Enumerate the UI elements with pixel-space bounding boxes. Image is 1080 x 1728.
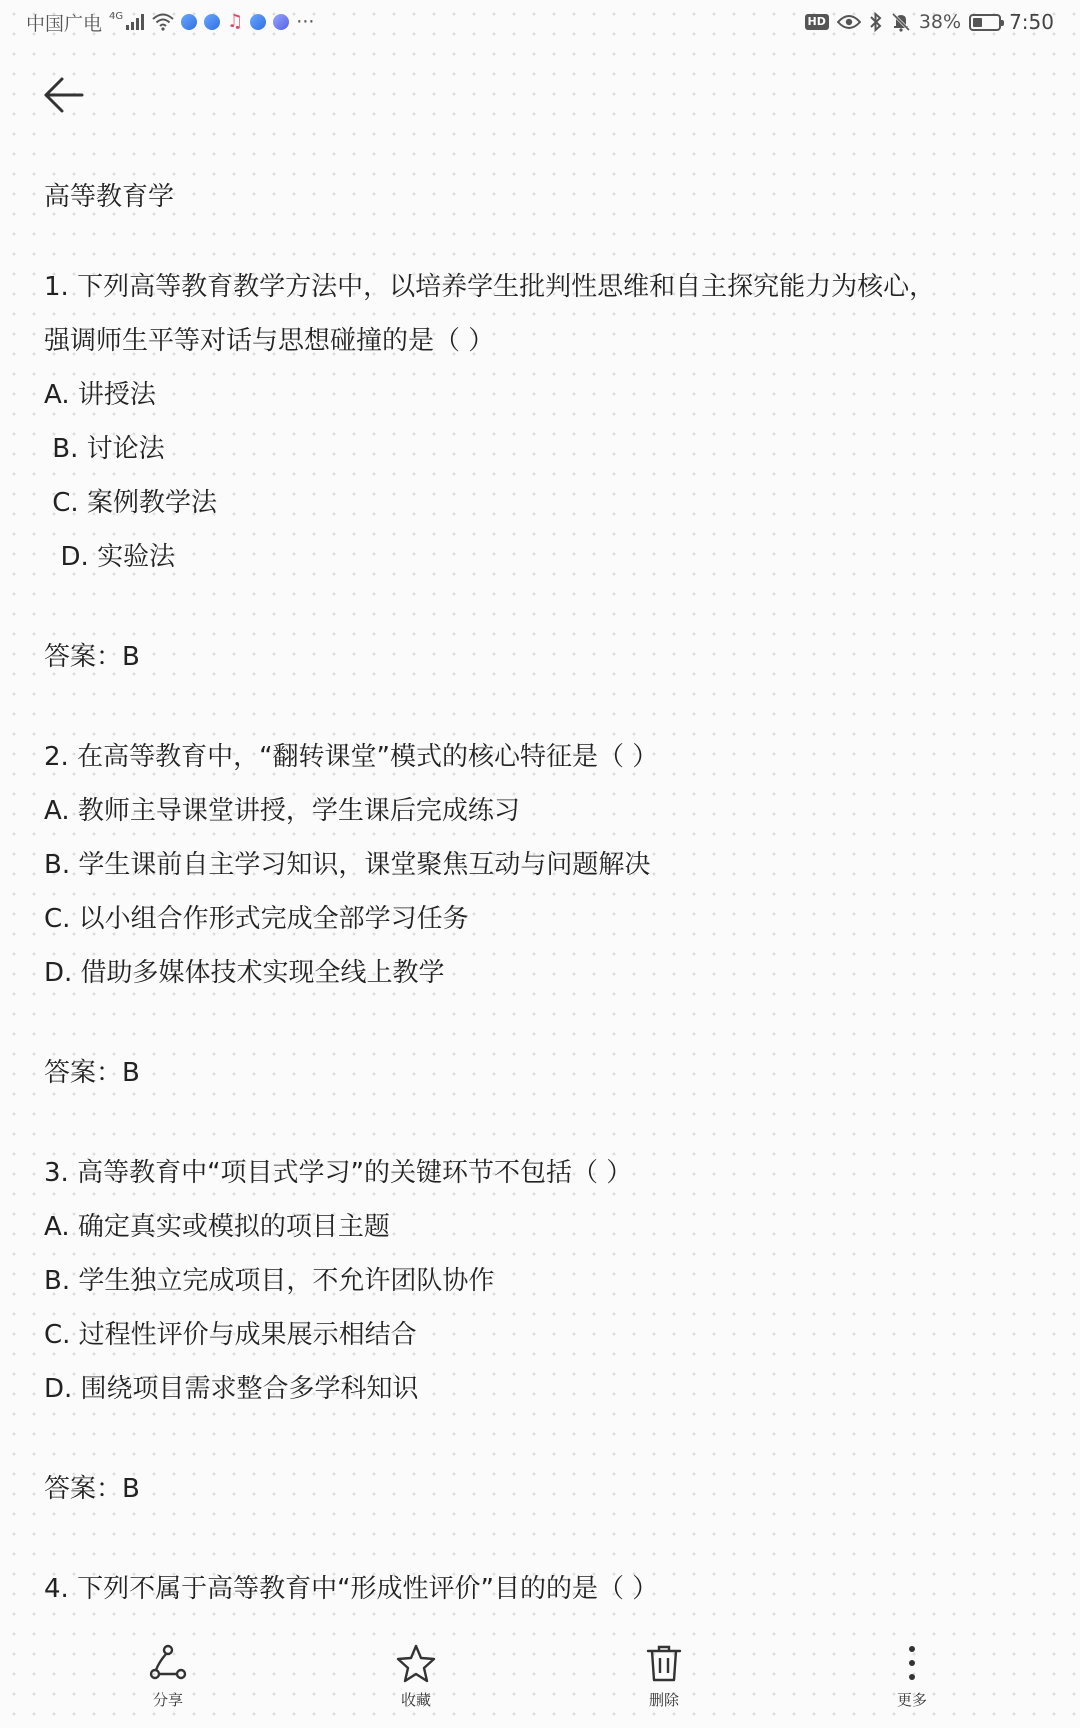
clock: 7:50 (1009, 10, 1054, 34)
signal-icon (125, 13, 145, 31)
share-nodes-icon (147, 1642, 189, 1684)
trash-icon (643, 1642, 685, 1684)
favorite-label: 收藏 (400, 1691, 431, 1709)
app-notification-icon (250, 14, 266, 30)
more-button[interactable] (852, 1630, 972, 1728)
question-text: 2. 在高等教育中，“翻转课堂”模式的核心特征是（ ） (44, 742, 659, 772)
question-list (44, 260, 1044, 1616)
answer-key: 答案：B (44, 642, 140, 672)
share-button[interactable] (108, 1630, 228, 1728)
question-block (44, 730, 1044, 1100)
bluetooth-icon (869, 12, 883, 32)
eye-icon (837, 14, 861, 30)
question-text: 强调师生平等对话与思想碰撞的是（ ） (44, 326, 495, 356)
question-text: 3. 高等教育中“项目式学习”的关键环节不包括（ ） (44, 1158, 633, 1188)
hd-badge: HD (805, 14, 829, 30)
answer-option: A. 教师主导课堂讲授，学生课后完成练习 (44, 796, 520, 826)
back-button[interactable] (40, 70, 90, 120)
answer-option: D. 围绕项目需求整合多学科知识 (44, 1374, 419, 1404)
document-title: 高等教育学 (44, 182, 175, 212)
answer-key: 答案：B (44, 1058, 140, 1088)
star-icon (395, 1642, 437, 1684)
answer-option: B. 学生课前自主学习知识，课堂聚焦互动与问题解决 (44, 850, 651, 880)
music-note-icon: ♫ (227, 11, 244, 32)
answer-option: B. 学生独立完成项目，不允许团队协作 (44, 1266, 495, 1296)
answer-option: A. 确定真实或模拟的项目主题 (44, 1212, 390, 1242)
answer-option: A. 讲授法 (44, 380, 156, 410)
delete-label: 删除 (648, 1691, 679, 1709)
more-notifications-icon: ··· (296, 11, 315, 33)
battery-percent: 38% (918, 11, 962, 33)
question-text: 1. 下列高等教育教学方法中，以培养学生批判性思维和自主探究能力为核心， (44, 272, 936, 302)
question-block (44, 260, 1044, 684)
mute-bell-icon (891, 12, 911, 32)
answer-option: C. 案例教学法 (44, 488, 217, 518)
answer-option: C. 过程性评价与成果展示相结合 (44, 1320, 417, 1350)
answer-option: D. 实验法 (44, 542, 176, 572)
wifi-icon (152, 13, 174, 31)
share-label: 分享 (152, 1691, 183, 1709)
answer-option: B. 讨论法 (44, 434, 165, 464)
bottom-toolbar (0, 1630, 1080, 1728)
answer-option: D. 借助多媒体技术实现全线上教学 (44, 958, 445, 988)
battery-icon (969, 14, 1001, 31)
question-block (44, 1562, 1044, 1616)
delete-button[interactable] (604, 1630, 724, 1728)
status-left (26, 10, 314, 34)
app-notification-icon (204, 14, 220, 30)
status-bar (0, 0, 1080, 44)
answer-option: C. 以小组合作形式完成全部学习任务 (44, 904, 469, 934)
app-notification-icon (181, 14, 197, 30)
battery-level (973, 18, 982, 27)
note-content[interactable] (44, 170, 1044, 1616)
arrow-left-icon (40, 70, 90, 120)
answer-key: 答案：B (44, 1474, 140, 1504)
status-right (805, 10, 1055, 34)
question-text: 4. 下列不属于高等教育中“形成性评价”目的的是（ ） (44, 1574, 659, 1604)
question-block (44, 1146, 1044, 1516)
network-type: 4G (109, 10, 124, 22)
more-label: 更多 (896, 1691, 927, 1709)
favorite-button[interactable] (356, 1630, 476, 1728)
carrier-label: 中国广电 (26, 12, 103, 35)
more-vertical-icon (891, 1642, 933, 1684)
music-app-icon (273, 14, 289, 30)
